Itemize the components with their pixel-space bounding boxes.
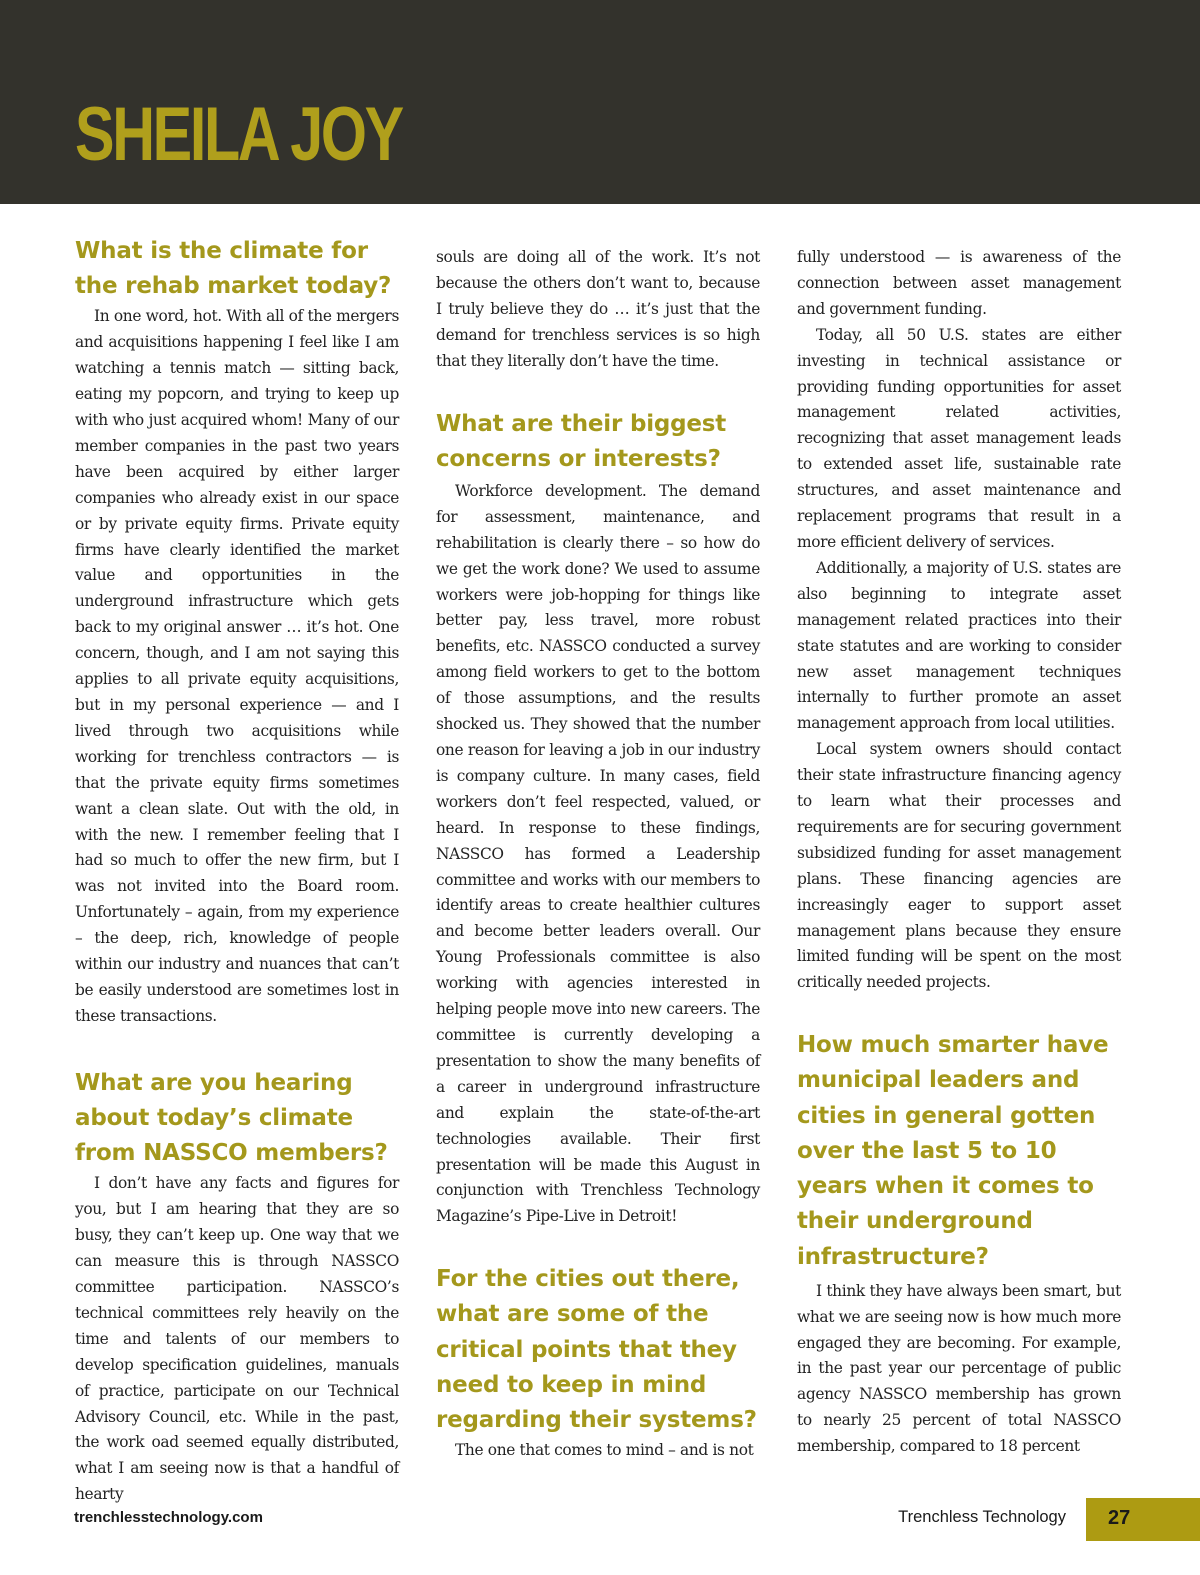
footer-publication: Trenchless Technology: [898, 1508, 1066, 1526]
answer-paragraph: Today, all 50 U.S. states are either investing in technical assistance or providing funding opportunities for asset management related activities, recognizing that asset management leads to extended asset life, sustainable rate structures, and asset maintenance and replacement programs that result in a more efficient delivery of services.: [797, 325, 1121, 551]
answer-paragraph: Additionally, a majority of U.S. states are also beginning to integrate asset management related practices into their state statutes and are working to consider new asset management techniques internally to further promote an asset management approach from local utilities.: [797, 558, 1121, 733]
footer-website: trenchlesstechnology.com: [74, 1509, 263, 1526]
question-heading: How much smarter have municipal leaders and cities in general gotten over the last 5 to 10 years when it comes to their underground infrastructure?: [797, 1032, 1109, 1270]
header-banner: [0, 0, 1200, 204]
answer-paragraph: souls are doing all of the work. It’s not because the others don’t want to, because I truly believe they do … it’s just that the demand for trenchless services is so high that they literally don’t have the time.: [436, 248, 760, 370]
question-heading: For the cities out there, what are some of the critical points that they need to keep in mind regarding their systems?: [436, 1266, 757, 1434]
column-3: [797, 234, 1121, 1460]
page-number: 27: [1108, 1507, 1131, 1529]
column-1: [75, 234, 399, 1508]
answer-paragraph: The one that comes to mind – and is not: [455, 1441, 754, 1460]
question-heading: What are their biggest concerns or interests?: [436, 410, 727, 472]
column-2: [436, 234, 760, 1464]
answer-paragraph: In one word, hot. With all of the mergers and acquisitions happening I feel like I am watching a tennis match — sitting back, eating my popcorn, and trying to keep up with who just acquired whom! Many of our member companies in the past two years have been acquired by either larger companies who already exist in our space or by private equity firms. Private equity firms have clearly identified the market value and opportunities in the underground infrastructure which gets back to my original answer … it’s hot. One concern, though, and I am not saying this applies to all private equity acquisitions, but in my personal experience — and I lived through two acquisitions while working for trenchless contractors — is that the private equity firms sometimes want a clean slate. Out with the old, in with the new. I remember feeling that I had so much to offer the new firm, but I was not invited into the Board room. Unfortunately – again, from my experience – the deep, rich, knowledge of people within our industry and nuances that can’t be easily understood are sometimes lost in these transactions.: [75, 307, 399, 1025]
page-title: SHEILA JOY: [75, 92, 402, 177]
answer-paragraph: I think they have always been smart, but what we are seeing now is how much more engaged they are becoming. For example, in the past year our percentage of public agency NASSCO membership has grown to nearly 25 percent of total NASSCO membership, compared to 18 percent: [797, 1281, 1121, 1456]
question-heading: What are you hearing about today’s climate from NASSCO members?: [75, 1069, 388, 1167]
answer-paragraph: I don’t have any facts and figures for you, but I am hearing that they are so busy, they can’t keep up. One way that we can measure this is through NASSCO committee participation. NASSCO’s technical committees rely heavily on the time and talents of our members to develop specification guidelines, manuals of practice, participate on our Technical Advisory Council, etc. While in the past, the work oad seemed equally distributed, what I am seeing now is that a handful of hearty: [75, 1174, 399, 1504]
answer-paragraph: fully understood — is awareness of the connection between asset management and government funding.: [797, 248, 1121, 318]
answer-paragraph: Workforce development. The demand for assessment, maintenance, and rehabilitation is clearly there – so how do we get the work done? We used to assume workers were job-hopping for things like better pay, less travel, more robust benefits, etc. NASSCO conducted a survey among field workers to get to the bottom of those assumptions, and the results shocked us. They showed that the number one reason for leaving a job in our industry is company culture. In many cases, field workers don’t feel respected, valued, or heard. In response to these findings, NASSCO has formed a Leadership committee and works with our members to identify areas to create healthier cultures and become better leaders overall. Our Young Professionals committee is also working with agencies interested in helping people move into new careers. The committee is currently developing a presentation to show the many benefits of a career in underground infrastructure and explain the state-of-the-art technologies available. Their first presentation will be made this August in conjunction with Trenchless Technology Magazine’s Pipe-Live in Detroit!: [436, 481, 760, 1226]
question-heading: What is the climate for the rehab market today?: [75, 238, 392, 300]
page-number-box: [1086, 1498, 1200, 1541]
answer-paragraph: Local system owners should contact their state infrastructure financing agency to learn what their processes and requirements are for securing government subsidized funding for asset management plans. These financing agencies are increasingly eager to support asset management plans because they ensure limited funding will be spent on the most critically needed projects.: [797, 740, 1121, 992]
